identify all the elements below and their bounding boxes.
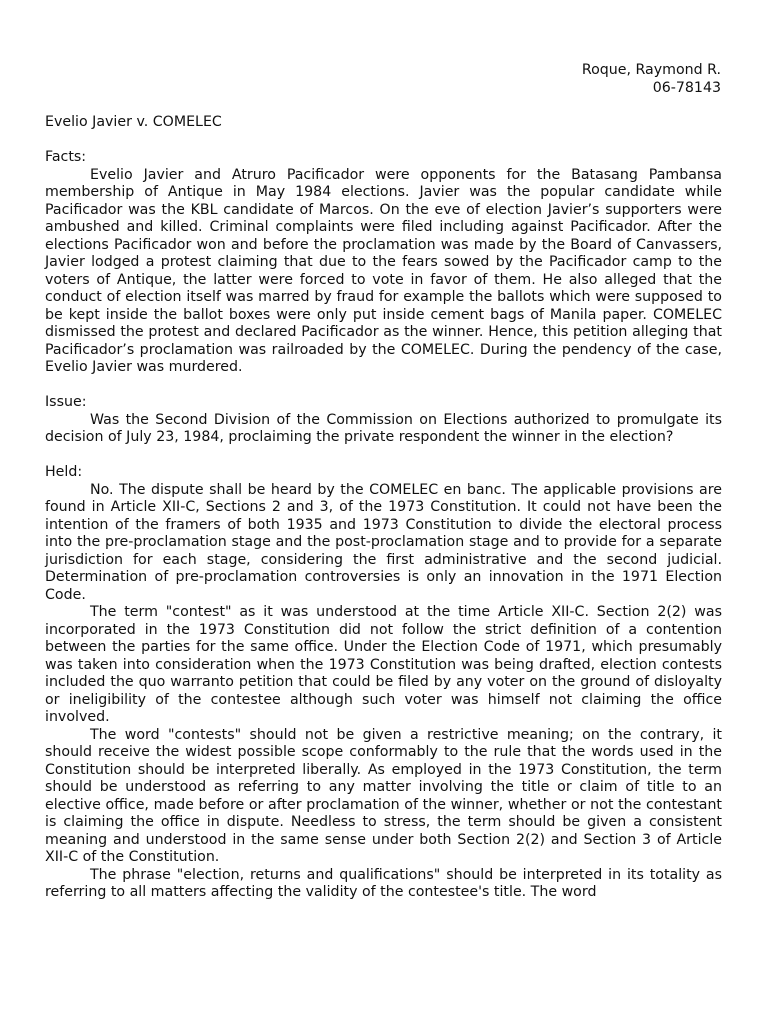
facts-label: Facts: <box>45 149 87 165</box>
facts-section <box>45 149 722 377</box>
case-title: Evelio Javier v. COMELEC <box>45 114 222 130</box>
author-name: Roque, Raymond R. <box>581 62 721 78</box>
held-paragraph-2: The term "contest" as it was understood at the time Article XII-C. Section 2(2) was incorporated in the 1973 Constitution did not follow the strict definition of a contention between the parties for the same office. Under the Election Code of 1971, which presumably was taken into consideration when the 1973 Constitution was being drafted, election contests included the quo warranto petition that could be filed by any voter on the ground of disloyalty or ineligibility of the contestee although such voter was himself not claiming the office involved. <box>45 604 722 725</box>
held-paragraph-4: The phrase "election, returns and qualifications" should be interpreted in its totality as referring to all matters affecting the validity of the contestee's title. The word <box>45 866 722 900</box>
issue-paragraph: Was the Second Division of the Commission on Elections authorized to promulgate its decision of July 23, 1984, proclaiming the private respondent the winner in the election? <box>45 411 722 445</box>
held-section <box>45 464 722 902</box>
held-paragraph-1: No. The dispute shall be heard by the COMELEC en banc. The applicable provisions are found in Article XII-C, Sections 2 and 3, of the 1973 Constitution. It could not have been the intention of the framers of both 1935 and 1973 Constitution to divide the electoral process into the pre-proclamation stage and the post-proclamation stage and to provide for a separate jurisdiction for each stage, considering the first administrative and the second judicial. Determination of pre-proclamation controversies is only an innovation in the 1971 Election Code. <box>45 481 722 603</box>
issue-label: Issue: <box>45 394 87 410</box>
author-id-number: 06-78143 <box>652 79 721 96</box>
held-paragraph-3: The word "contests" should not be given a restrictive meaning; on the contrary, it should receive the widest possible scope conformably to the rule that the words used in the Constitution should be interpreted liberally. As employed in the 1973 Constitution, the term should be understood as referring to any matter involving the title or claim of title to an elective office, made before or after proclamation of the winner, whether or not the contestant is claiming the office in dispute. Needless to stress, the term should be given a consistent meaning and understood in the same sense under both Section 2(2) and Section 3 of Article XII-C of the Constitution. <box>45 726 722 865</box>
held-label: Held: <box>45 464 83 480</box>
issue-section <box>45 394 722 447</box>
facts-paragraph: Evelio Javier and Atruro Pacificador were opponents for the Batasang Pambansa membership of Antique in May 1984 elections. Javier was the popular candidate while Pacificador was the KBL candidate of Marcos. On the eve of election Javier’s supporters were ambushed and killed. Criminal complaints were filed including against Pacificador. After the elections Pacificador won and before the proclamation was made by the Board of Canvassers, Javier lodged a protest claiming that due to the fears sowed by the Pacificador camp to the voters of Antique, the latter were forced to vote in favor of them. He also alleged that the conduct of election itself was marred by fraud for example the ballots which were supposed to be kept inside the ballot boxes were only put inside cement bags of Manila paper. COMELEC dismissed the protest and declared Pacificador as the winner. Hence, this petition alleging that Pacificador’s proclamation was railroaded by the COMELEC. During the pendency of the case, Evelio Javier was murdered. <box>45 166 722 375</box>
document-body <box>45 114 722 919</box>
author-block <box>582 62 721 97</box>
